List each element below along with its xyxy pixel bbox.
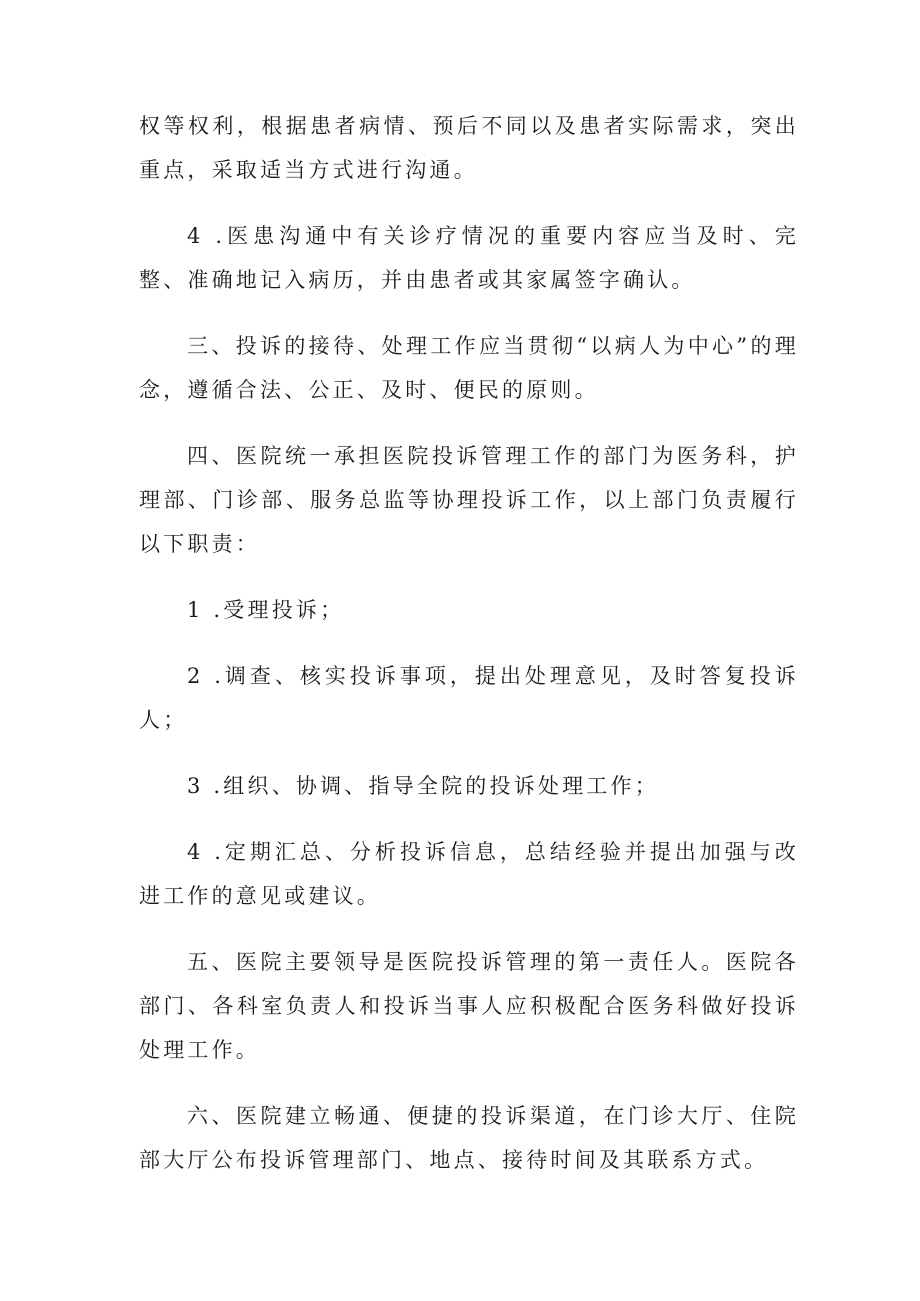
paragraph-item-4-communication-record: 4 .医患沟通中有关诊疗情况的重要内容应当及时、完整、准确地记入病历，并由患者或其家属签字确认。 xyxy=(139,224,799,292)
paragraph-section-6: 六、医院建立畅通、便捷的投诉渠道，在门诊大厅、住院部大厅公布投诉管理部门、地点、接待时间及其联系方式。 xyxy=(139,1104,799,1172)
paragraph-section-5: 五、医院主要领导是医院投诉管理的第一责任人。医院各部门、各科室负责人和投诉当事人应积极配合医务科做好投诉处理工作。 xyxy=(139,950,799,1062)
list-item-4: 4 .定期汇总、分析投诉信息，总结经验并提出加强与改进工作的意见或建议。 xyxy=(139,840,799,908)
paragraph-continuation: 权等权利，根据患者病情、预后不同以及患者实际需求，突出重点，采取适当方式进行沟通。 xyxy=(139,114,799,182)
list-item-2: 2 .调查、核实投诉事项，提出处理意见，及时答复投诉人； xyxy=(139,664,799,732)
list-item-3: 3 .组织、协调、指导全院的投诉处理工作； xyxy=(187,774,659,798)
paragraph-section-4: 四、医院统一承担医院投诉管理工作的部门为医务科，护理部、门诊部、服务总监等协理投诉工作，以上部门负责履行以下职责： xyxy=(139,444,799,556)
paragraph-section-3: 三、投诉的接待、处理工作应当贯彻“以病人为中心”的理念，遵循合法、公正、及时、便民的原则。 xyxy=(139,334,799,402)
list-item-1: 1 .受理投诉； xyxy=(187,598,345,622)
document-body xyxy=(139,104,799,1182)
